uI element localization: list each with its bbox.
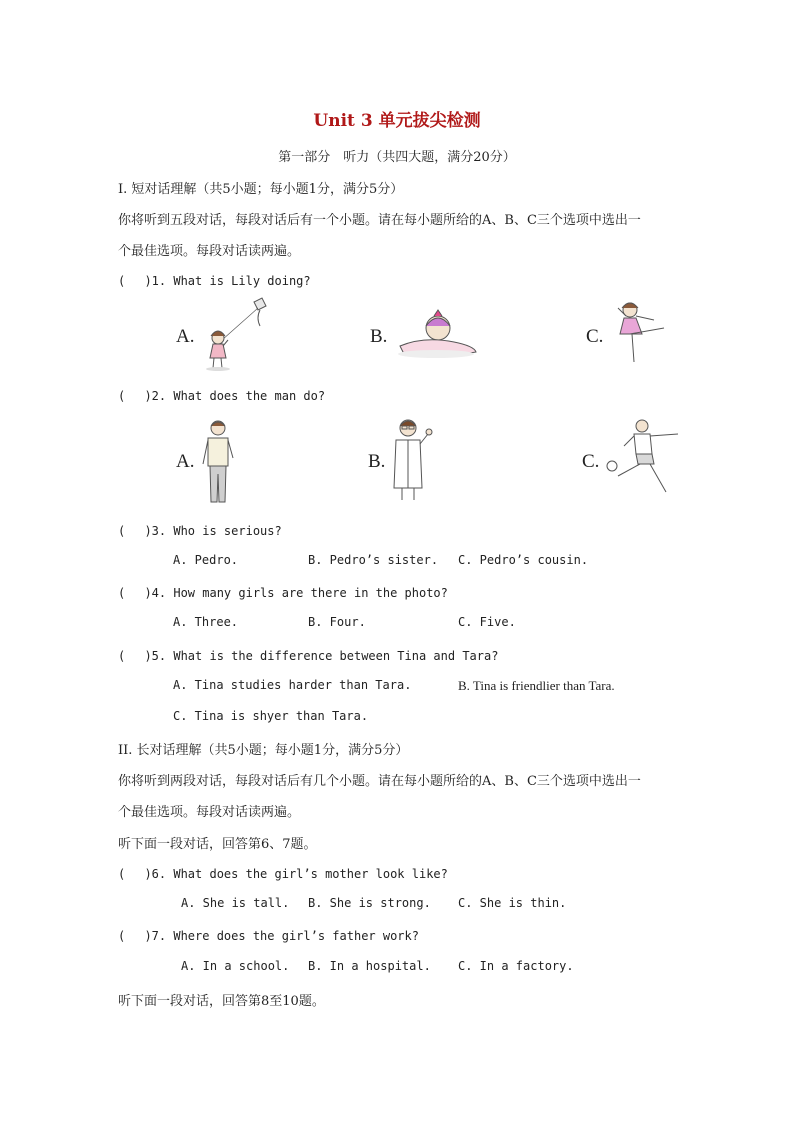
q6-option-b: B. She is strong. — [308, 896, 431, 910]
page-title: Unit 3 单元拔尖检测 — [313, 111, 481, 131]
question-4-stem: ( )4. How many girls are there in the photo? — [118, 586, 448, 600]
q1-option-c-label: C. — [586, 326, 604, 347]
question-2-stem: ( )2. What does the man do? — [118, 389, 326, 403]
q1-option-a-label: A. — [176, 326, 195, 347]
question-6-stem: ( )6. What does the girl’s mother look like? — [118, 867, 448, 881]
q2-option-c-label: C. — [582, 451, 600, 472]
section-1-instructions-line-1: 你将听到五段对话，每段对话后有一个小题。请在每小题所给的A、B、C三个选项中选出一 — [118, 213, 641, 228]
football-player-image — [606, 418, 682, 498]
q7-option-a: A. In a school. — [181, 959, 290, 973]
dialog-1-intro: 听下面一段对话，回答第6、7题。 — [118, 837, 317, 852]
question-5-stem: ( )5. What is the difference between Tina and Tara? — [118, 649, 499, 663]
q4-option-b: B. Four. — [308, 615, 366, 629]
q4-option-a: A. Three. — [173, 615, 239, 629]
q5-option-a: A. Tina studies harder than Tara. — [173, 678, 412, 692]
section-2-instructions-line-1: 你将听到两段对话，每段对话后有几个小题。请在每小题所给的A、B、C三个选项中选出一 — [118, 774, 641, 789]
part-subtitle: 第一部分 听力（共四大题，满分20分） — [278, 150, 516, 165]
q3-option-b: B. Pedro’s sister. — [308, 553, 439, 567]
q6-option-a: A. She is tall. — [181, 896, 290, 910]
doctor-image — [386, 416, 436, 504]
q2-option-b-label: B. — [368, 451, 386, 472]
girl-lying-reading-image — [394, 306, 480, 362]
girl-flying-kite-image — [196, 296, 276, 372]
section-1-heading: I. 短对话理解（共5小题；每小题1分，满分5分） — [118, 182, 404, 197]
question-3-stem: ( )3. Who is serious? — [118, 524, 282, 538]
q3-option-c: C. Pedro’s cousin. — [458, 553, 589, 567]
question-7-stem: ( )7. Where does the girl’s father work? — [118, 929, 419, 943]
section-1-instructions-line-2: 个最佳选项。每段对话读两遍。 — [118, 244, 301, 259]
section-2-instructions-line-2: 个最佳选项。每段对话读两遍。 — [118, 805, 301, 820]
section-2-heading: II. 长对话理解（共5小题；每小题1分，满分5分） — [118, 743, 409, 758]
q4-option-c: C. Five. — [458, 615, 516, 629]
girl-dancing-image — [612, 296, 674, 368]
question-1-stem: ( )1. What is Lily doing? — [118, 274, 311, 288]
q7-option-c: C. In a factory. — [458, 959, 574, 973]
man-standing-image — [198, 418, 238, 506]
q5-option-b: B. Tina is friendlier than Tara. — [458, 678, 615, 693]
q1-option-b-label: B. — [370, 326, 388, 347]
q2-option-a-label: A. — [176, 451, 195, 472]
q7-option-b: B. In a hospital. — [308, 959, 431, 973]
q5-option-c: C. Tina is shyer than Tara. — [173, 709, 369, 723]
q6-option-c: C. She is thin. — [458, 896, 567, 910]
dialog-2-intro: 听下面一段对话，回答第8至10题。 — [118, 994, 325, 1009]
q3-option-a: A. Pedro. — [173, 553, 239, 567]
